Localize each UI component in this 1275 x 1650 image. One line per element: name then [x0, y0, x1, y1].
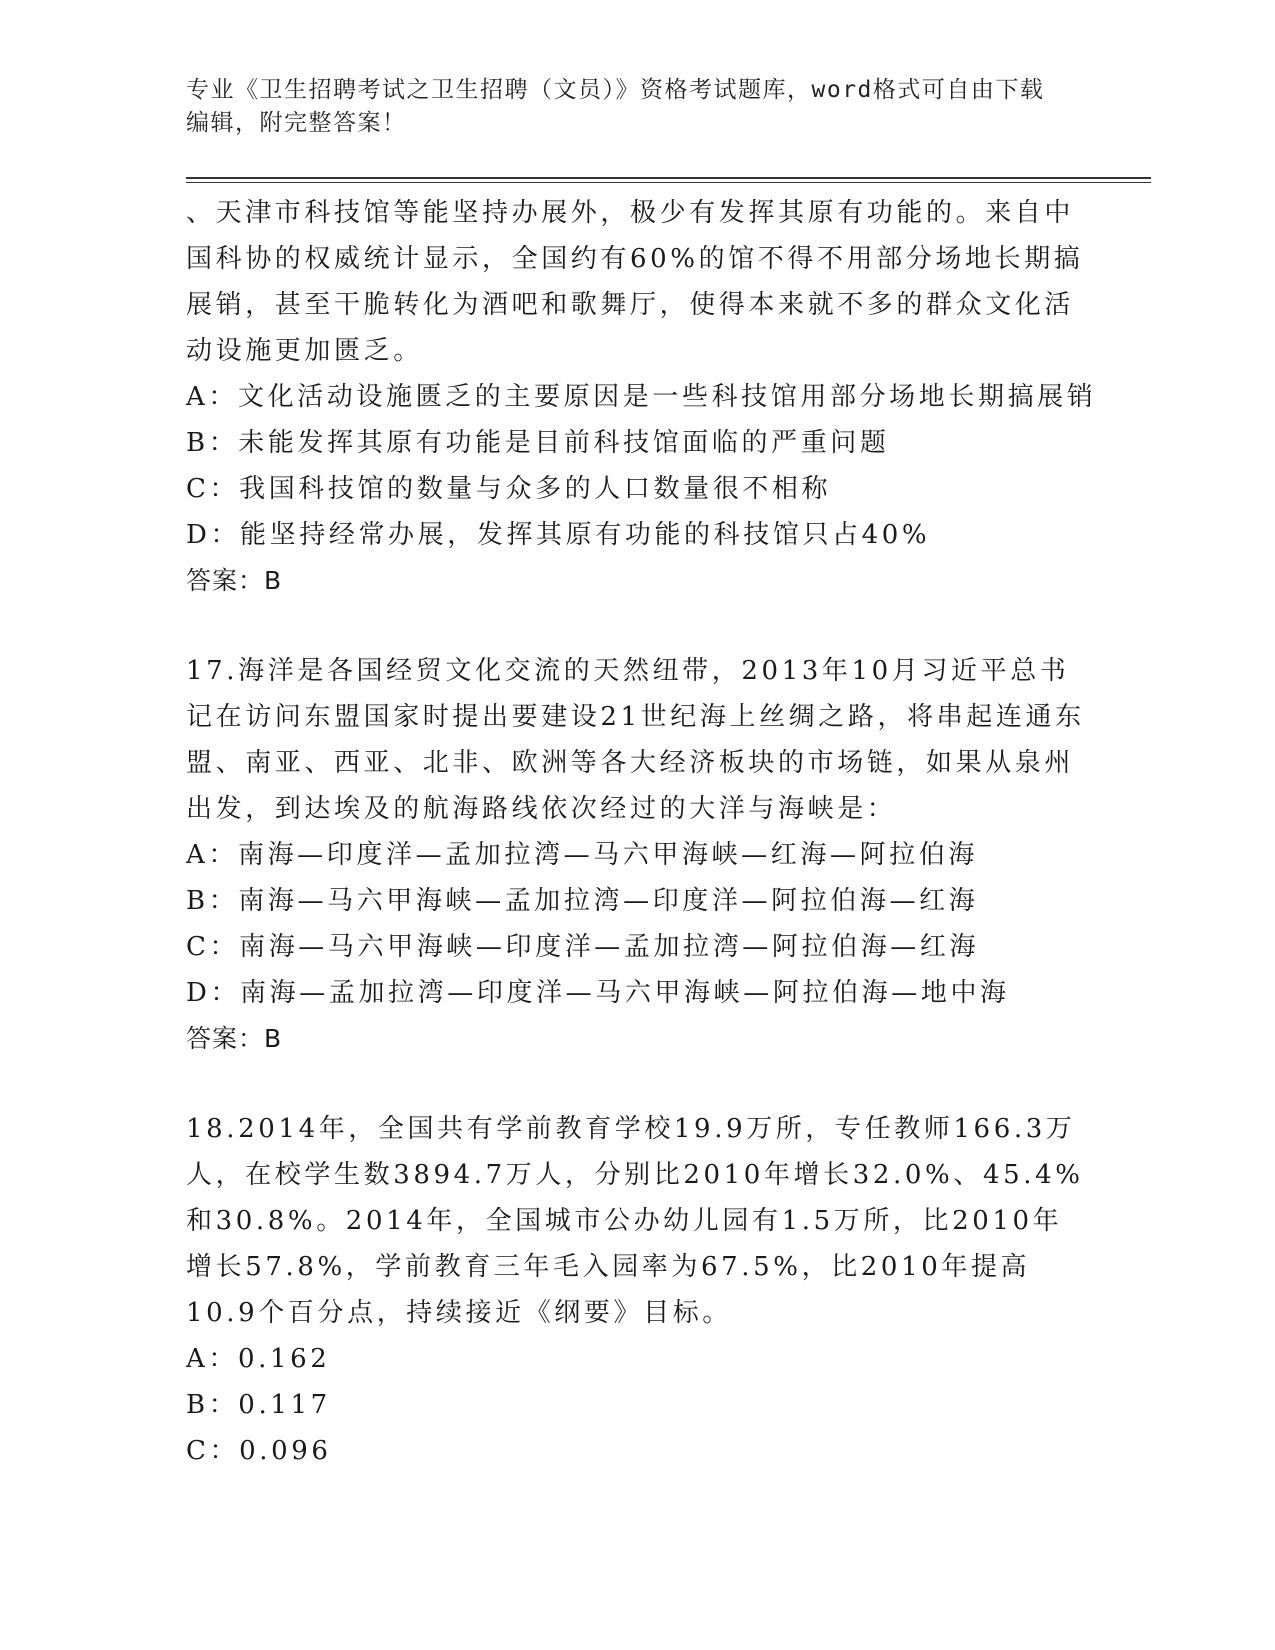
option-a: A：南海—印度洋—孟加拉湾—马六甲海峡—红海—阿拉伯海 [186, 840, 978, 870]
option-c: C：南海—马六甲海峡—印度洋—孟加拉湾—阿拉伯海—红海 [186, 932, 980, 962]
option-b: B：未能发挥其原有功能是目前科技馆面临的严重问题 [186, 428, 890, 458]
question-17 [186, 648, 1086, 1062]
option-d: D：南海—孟加拉湾—印度洋—马六甲海峡—阿拉伯海—地中海 [186, 978, 1010, 1008]
document-body [186, 190, 1097, 1474]
question-stem: 、天津市科技馆等能坚持办展外，极少有发挥其原有功能的。来自中国科协的权威统计显示，全国约有60%的馆不得不用部分场地长期搞展销，甚至干脆转化为酒吧和歌舞厅，使得本来就不多的群众文化活动设施更加匮乏。 [186, 198, 1084, 366]
answer-label: 答案：B [186, 566, 283, 595]
spacer [186, 604, 1086, 648]
option-a: A：0.162 [186, 1344, 331, 1374]
option-d: D：能坚持经常办展，发挥其原有功能的科技馆只占40% [186, 520, 931, 550]
question-stem: 18.2014年，全国共有学前教育学校19.9万所，专任教师166.3万人，在校学生数3894.7万人，分别比2010年增长32.0%、45.4%和30.8%。2014年，全国城市公办幼儿园有1.5万所，比2010年增长57.8%，学前教育三年毛入园率为67.5%，比2010年提高10.9个百分点，持续接近《纲要》目标。 [186, 1114, 1084, 1328]
spacer [186, 1062, 1086, 1106]
option-a: A：文化活动设施匮乏的主要原因是一些科技馆用部分场地长期搞展销 [186, 382, 1097, 412]
option-b: B：0.117 [186, 1390, 331, 1420]
header-divider-thin [186, 182, 1151, 183]
question-stem: 17.海洋是各国经贸文化交流的天然纽带，2013年10月习近平总书记在访问东盟国家时提出要建设21世纪海上丝绸之路，将串起连通东盟、南亚、西亚、北非、欧洲等各大经济板块的市场链，如果从泉州出发，到达埃及的航海路线依次经过的大洋与海峡是： [186, 656, 1085, 824]
header-subtitle-line: 编辑，附完整答案！ [186, 110, 407, 136]
option-c: C：0.096 [186, 1436, 332, 1466]
header-divider [186, 177, 1151, 179]
question-16 [186, 190, 1097, 604]
option-b: B：南海—马六甲海峡—孟加拉湾—印度洋—阿拉伯海—红海 [186, 886, 979, 916]
option-c: C：我国科技馆的数量与众多的人口数量很不相称 [186, 474, 832, 504]
header-title-line: 专业《卫生招聘考试之卫生招聘（文员）》资格考试题库，word格式可自由下载 [186, 77, 1045, 103]
answer-label: 答案：B [186, 1024, 283, 1053]
page-header [186, 74, 1086, 140]
question-18 [186, 1106, 1086, 1474]
